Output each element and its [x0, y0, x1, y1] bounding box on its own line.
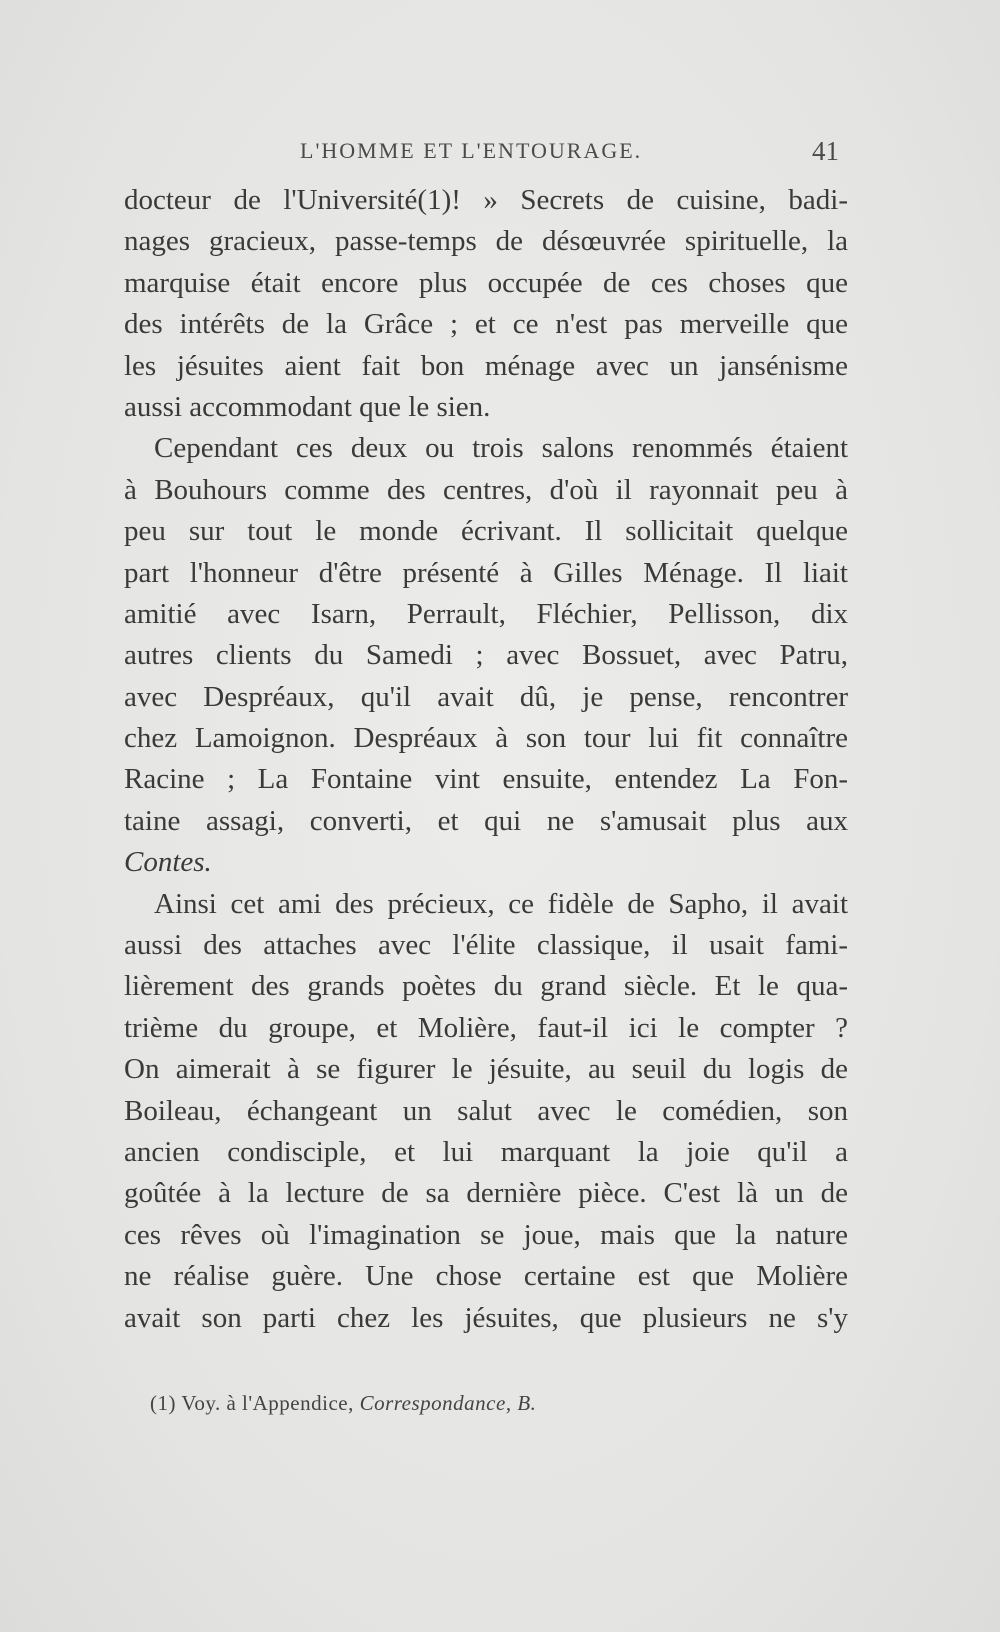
text-line: autres clients du Samedi ; avec Bossuet, avec Patru, — [124, 639, 848, 672]
footnote-title: Correspondance — [359, 1391, 506, 1415]
text-line: des intérêts de la Grâce ; et ce n'est pas merveille que — [124, 308, 848, 341]
text-line: Racine ; La Fontaine vint ensuite, entendez La Fon- — [124, 763, 848, 796]
text-line: docteur de l'Université(1)! » Secrets de cuisine, badi- — [124, 184, 848, 216]
text-line: aussi des attaches avec l'élite classique, il usait fami- — [124, 929, 848, 962]
footnote-marker: (1) Voy. à l'Appendice, — [150, 1391, 354, 1415]
text-line: goûtée à la lecture de sa dernière pièce. C'est là un de — [124, 1177, 848, 1210]
text-line: trième du groupe, et Molière, faut-il ici le compter ? — [124, 1011, 848, 1044]
footnote — [150, 1391, 536, 1416]
text-line: lièrement des grands poètes du grand siècle. Et le qua- — [124, 970, 848, 1003]
text-line: peu sur tout le monde écrivant. Il sollicitait quelque — [124, 515, 848, 548]
text-line: Ainsi cet ami des précieux, ce fidèle de Sapho, il avait — [154, 887, 848, 920]
text-line-italic: Contes. — [124, 846, 212, 879]
footnote-separator: , — [505, 1391, 512, 1415]
running-head — [0, 136, 1000, 176]
text-line: chez Lamoignon. Despréaux à son tour lui fit connaître — [124, 722, 848, 755]
text-line: Boileau, échangeant un salut avec le comédien, son — [124, 1094, 848, 1127]
text-line: avec Despréaux, qu'il avait dû, je pense, rencontrer — [124, 680, 848, 713]
text-line: à Bouhours comme des centres, d'où il rayonnait peu à — [124, 473, 848, 506]
text-line: part l'honneur d'être présenté à Gilles Ménage. Il liait — [124, 556, 848, 589]
text-line: nages gracieux, passe-temps de désœuvrée spirituelle, la — [124, 225, 848, 258]
text-line: taine assagi, converti, et qui ne s'amusait plus aux — [124, 804, 848, 837]
text-line: avait son parti chez les jésuites, que plusieurs ne s'y — [124, 1301, 848, 1334]
text-line: les jésuites aient fait bon ménage avec un jansénisme — [124, 349, 848, 382]
text-line: Cependant ces deux ou trois salons renommés étaient — [154, 432, 848, 465]
text-line: ces rêves où l'imagination se joue, mais que la nature — [124, 1218, 848, 1251]
page-number: 41 — [812, 136, 839, 166]
text-line: amitié avec Isarn, Perrault, Fléchier, Pellisson, dix — [124, 597, 848, 630]
text-line: On aimerait à se figurer le jésuite, au seuil du logis de — [124, 1053, 848, 1086]
text-line: aussi accommodant que le sien. — [124, 390, 491, 423]
text-line: ancien condisciple, et lui marquant la joie qu'il a — [124, 1135, 848, 1168]
text-line: ne réalise guère. Une chose certaine est que Molière — [124, 1260, 848, 1293]
text-line: marquise était encore plus occupée de ces choses que — [124, 266, 848, 299]
body-text — [124, 180, 848, 1339]
footnote-ref: B. — [517, 1391, 537, 1415]
running-head-title: L'HOMME ET L'ENTOURAGE. — [300, 138, 643, 163]
